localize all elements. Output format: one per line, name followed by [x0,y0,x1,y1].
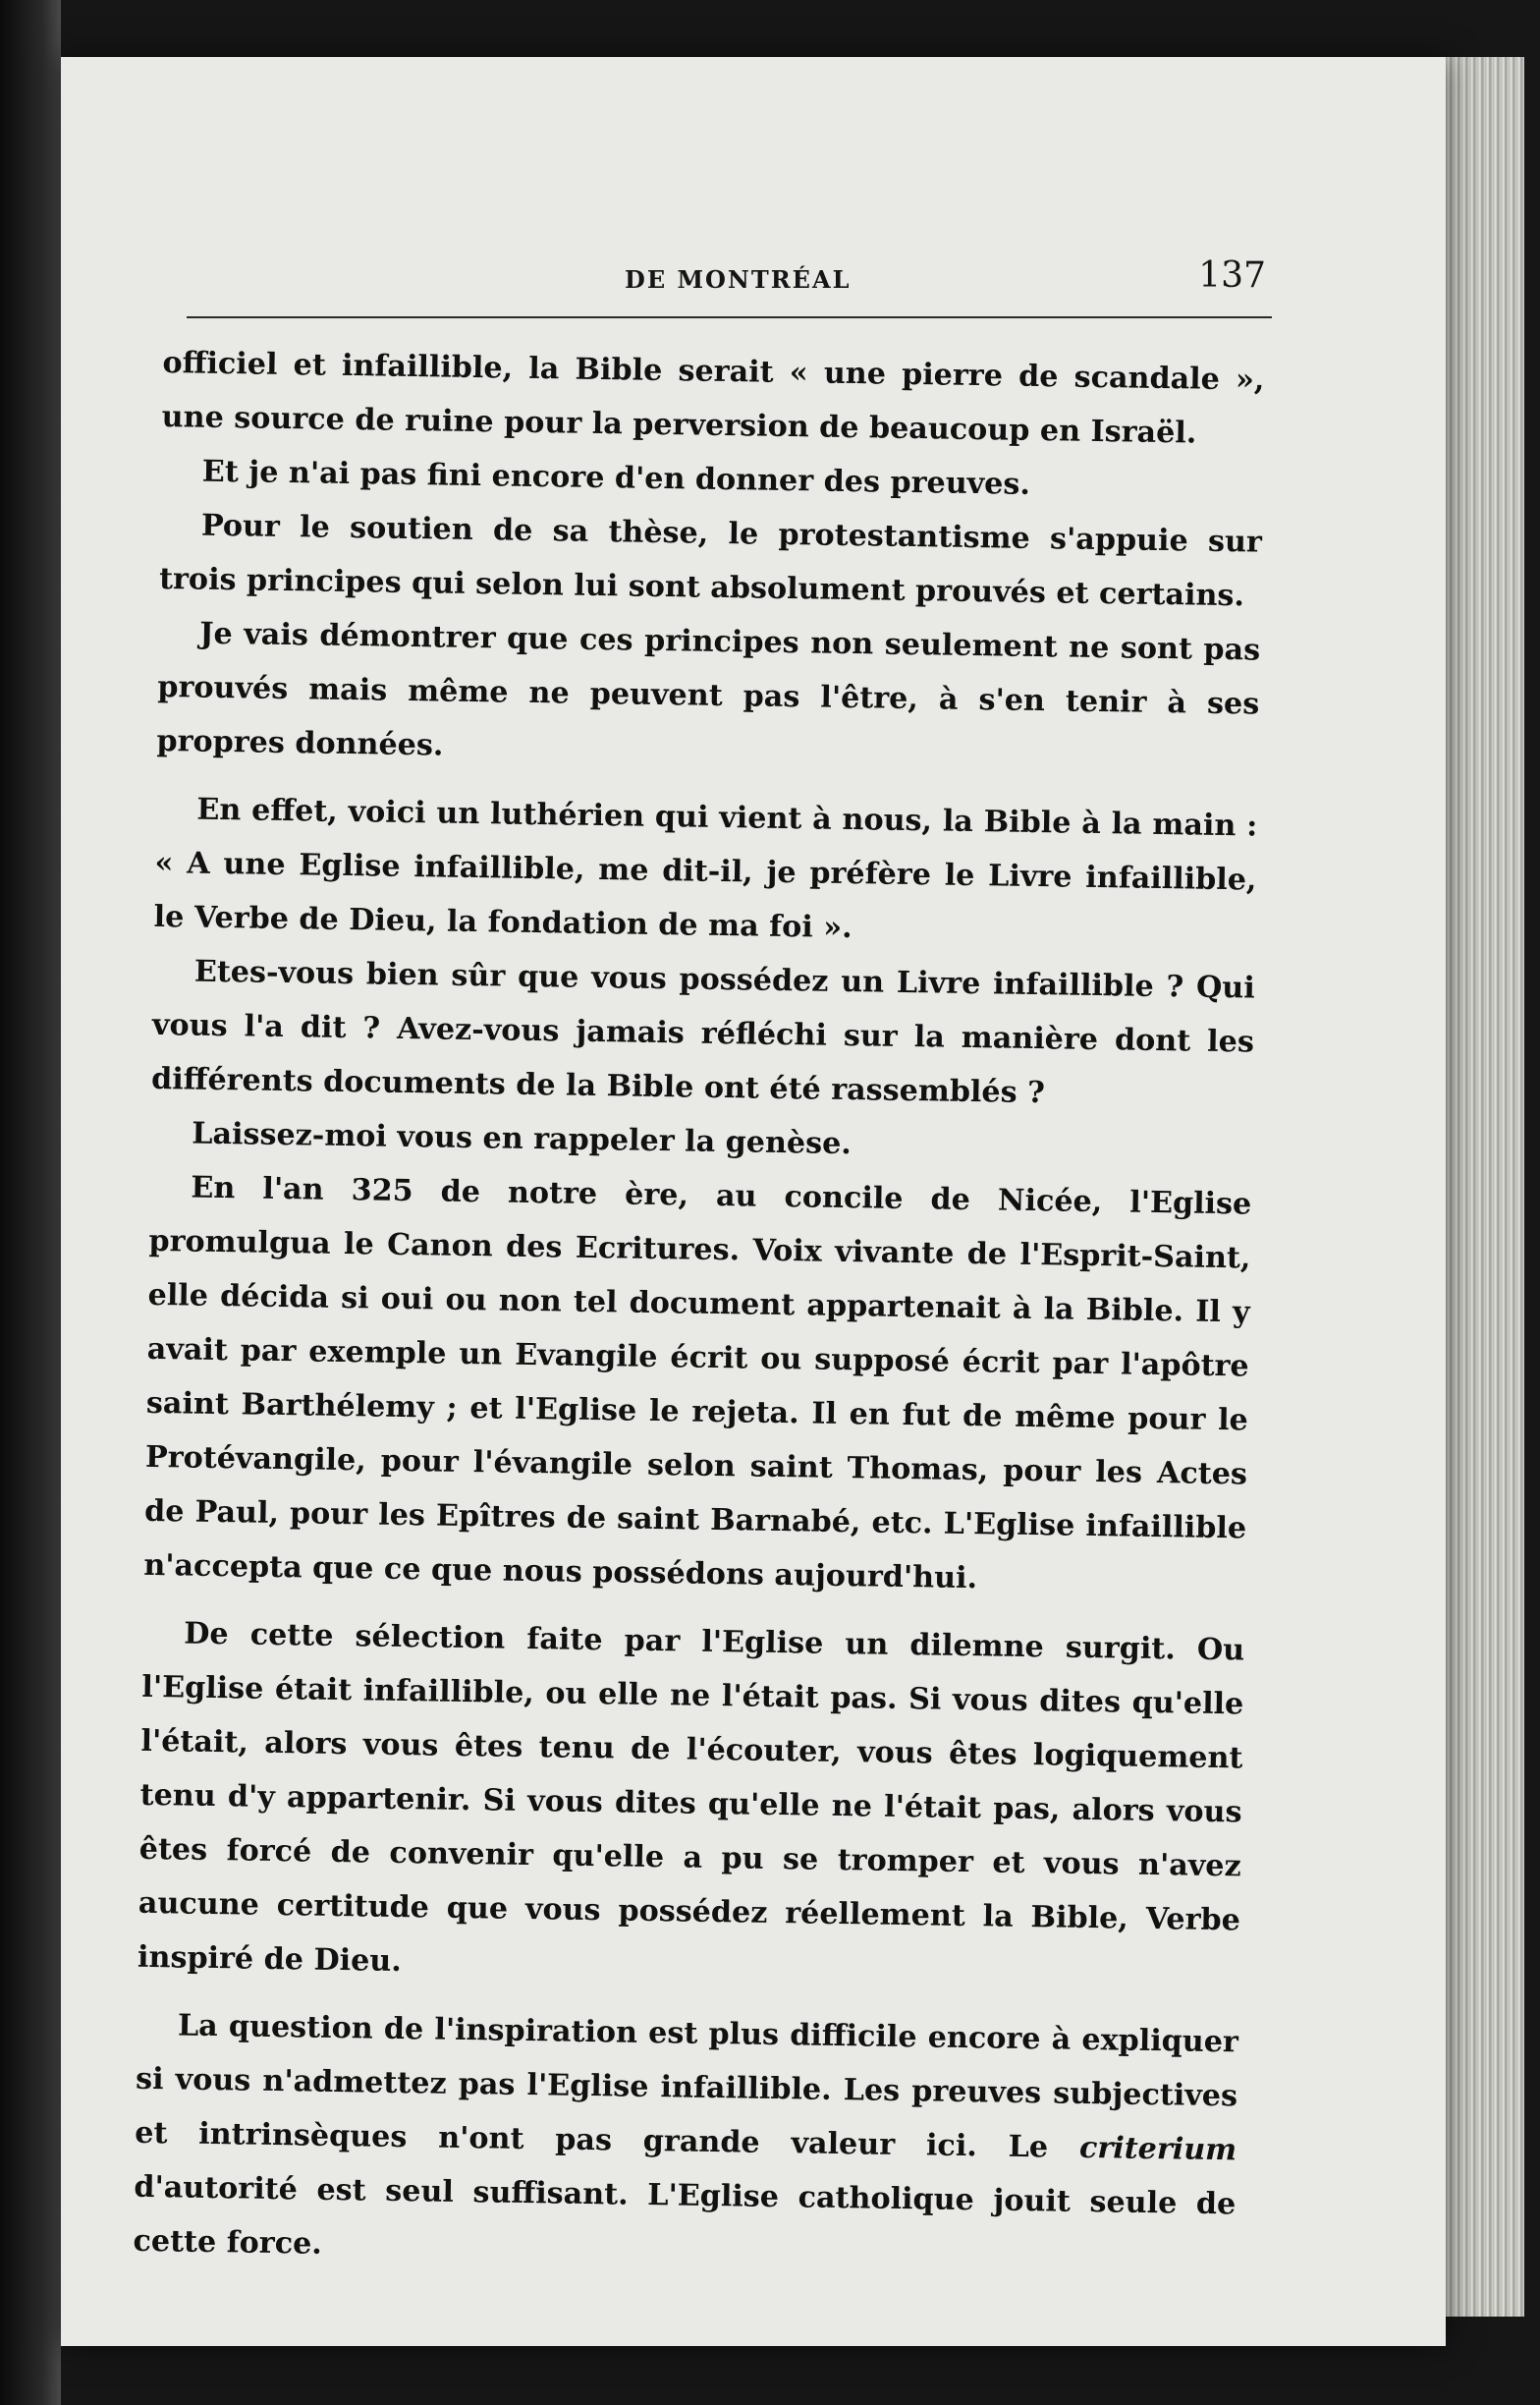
body-text [133,336,1265,2285]
header-rule [187,316,1272,318]
paragraph-6: Etes-vous bien sûr que vous possédez un Livre infaillible ? Qui vous l'a dit ? Avez-vous jamais réfléchi sur la manière dont les différents documents de la Bible ont été rassemblés ? [150,954,1255,1111]
paragraph-7: Laissez-moi vous en rappeler la genèse. [191,1116,852,1162]
paragraph-4: Je vais démontrer que ces principes non seulement ne sont pas prouvés mais même ne peuvent pas l'être, à s'en tenir à ses propres données. [156,616,1261,763]
paragraph-1: officiel et infaillible, la Bible serait « une pierre de scandale », une source de ruine pour la perversion de beaucoup en Israël. [161,345,1265,451]
page-header [187,255,1272,305]
paragraph-3: Pour le soutien de sa thèse, le protestantisme s'appuie sur trois principes qui selon lui sont absolument prouvés et certains. [158,508,1263,614]
paragraph-10-end: d'autorité est seul suffisant. L'Eglise catholique jouit seule de cette force. [133,2169,1237,2262]
paragraph-9: De cette sélection faite par l'Eglise un dilemne surgit. Ou l'Eglise était infaillible, ou elle ne l'était pas. Si vous dites qu'elle l'était, alors vous êtes tenu de l'écouter, vous êtes logiquement tenu d'y appartenir. Si vous dites qu'elle ne l'était pas, alors vous êtes forcé de convenir qu'elle a pu se tromper et vous n'avez aucune certitude que vous possédez réellement la Bible, Verbe inspiré de Dieu. [137,1616,1245,1980]
running-head: DE MONTRÉAL [625,265,852,294]
page-number: 137 [1198,255,1266,296]
page-edges [1446,57,1524,2317]
paragraph-5: En effet, voici un luthérien qui vient à nous, la Bible à la main : « A une Eglise infaillible, me dit-il, je préfère le Livre infaillible, le Verbe de Dieu, la fondation de ma foi ». [153,792,1258,946]
paragraph-8: En l'an 325 de notre ère, au concile de Nicée, l'Eglise promulgua le Canon des Ecritures. Voix vivante de l'Esprit-Saint, elle décida si oui ou non tel document appartenait à la Bible. Il y avait par exemple un Evangile écrit ou supposé écrit par l'apôtre saint Barthélemy ; et l'Eglise le rejeta. Il en fut de même pour le Protévangile, pour l'évangile selon saint Thomas, pour les Actes de Paul, pour les Epîtres de saint Barnabé, etc. L'Eglise infaillible n'accepta que ce que nous possédons aujourd'hui. [143,1170,1252,1596]
paragraph-10 [133,1998,1238,2286]
book-gutter-shadow [0,0,61,2405]
paragraph-10-start: La question de l'inspiration est plus difficile encore à expliquer si vous n'admettez pas l'Eglise infaillible. Les preuves subjectives et intrinsèques n'ont pas grande valeur ici. Le [134,2008,1239,2165]
paragraph-2: Et je n'ai pas fini encore d'en donner des preuves. [201,454,1031,502]
criterium-italic: criterium [1078,2130,1238,2168]
